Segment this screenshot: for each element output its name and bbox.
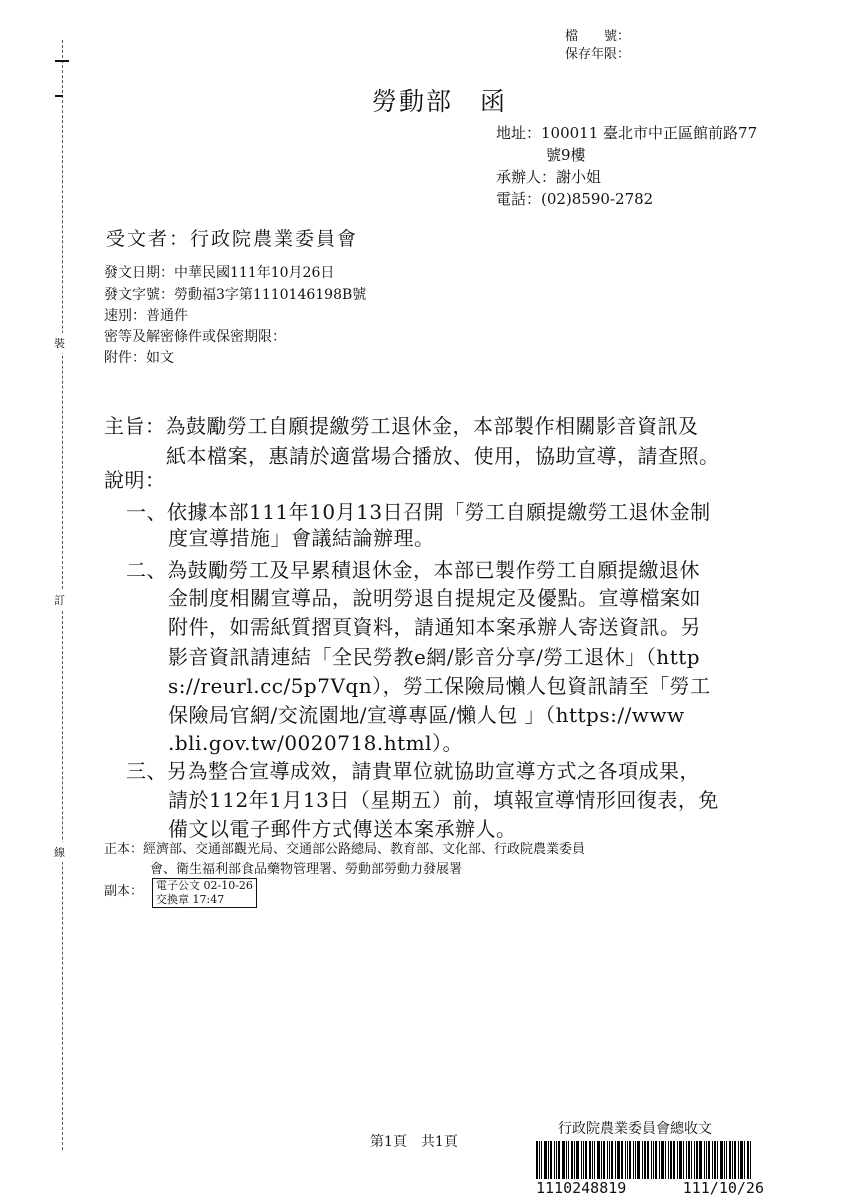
barcode-bar (744, 1141, 745, 1179)
barcode-bar (655, 1141, 657, 1179)
barcode-bar (670, 1141, 672, 1179)
file-number-label: 檔 號： (565, 29, 631, 44)
address-line-1: 地址：100011 臺北市中正區館前路77 (496, 124, 758, 142)
barcode-bar (659, 1141, 660, 1179)
barcode-bar (615, 1141, 616, 1179)
subject-line: 主旨：為鼓勵勞工自願提繳勞工退休金，本部製作相關影音資訊及 (104, 414, 699, 438)
stamp-text: 交換章 (156, 893, 189, 906)
barcode-bar (635, 1141, 636, 1179)
issue-date: 發文日期：中華民國111年10月26日 (104, 265, 335, 281)
stamp-text: 電子公文 (156, 879, 200, 892)
barcode-bar (699, 1141, 702, 1179)
barcode-bar (568, 1141, 569, 1179)
barcode-bar (651, 1141, 652, 1179)
barcode-bar (644, 1141, 646, 1179)
barcode-bar (734, 1141, 736, 1179)
barcode-bar (536, 1141, 538, 1179)
barcode-bar (732, 1141, 733, 1179)
barcode-bar (665, 1141, 666, 1179)
barcode-bar (585, 1141, 587, 1179)
barcode-bar (544, 1141, 547, 1179)
barcode-bar (683, 1141, 684, 1179)
barcode-bar (668, 1141, 669, 1179)
binding-mark-zhuang: 裝 (54, 333, 65, 353)
barcode-bar (704, 1141, 705, 1179)
barcode-bar (550, 1141, 552, 1179)
barcode-bar (609, 1141, 610, 1179)
item-line: 保險局官網/交流園地/宣導專區/懶人包 」（https://www (168, 703, 685, 727)
barcode-bar (714, 1141, 716, 1179)
barcode-bar (576, 1141, 579, 1179)
barcode-bar (607, 1141, 608, 1179)
binding-mark-xian: 線 (54, 842, 65, 862)
barcode-bar (726, 1141, 727, 1179)
barcode-bar (594, 1141, 595, 1179)
binding-tick (55, 60, 69, 62)
item-line: .bli.gov.tw/0020718.html）。 (168, 731, 464, 755)
urgency: 速別：普通件 (104, 308, 188, 324)
barcode-bar (589, 1141, 591, 1179)
barcode-bar (627, 1141, 628, 1179)
item-line: 請於112年1月13日（星期五）前，填報宣導情形回復表，免 (168, 788, 719, 812)
barcode-bar (617, 1141, 620, 1179)
barcode-bar (729, 1141, 731, 1179)
barcode-bar (708, 1141, 710, 1179)
attachment: 附件：如文 (104, 350, 174, 366)
barcode-number: 1110248819 (536, 1179, 627, 1197)
exchange-stamp (152, 878, 257, 908)
explanation-label: 說明： (104, 468, 166, 492)
stamp-overprint: 02-10-26 (203, 879, 253, 892)
original-recipients: 正本：經濟部、交通部觀光局、交通部公路總局、教育部、文化部、行政院農業委員 (104, 842, 586, 857)
barcode-bar (679, 1141, 682, 1179)
item-line: 一、依據本部111年10月13日召開「勞工自願提繳勞工退休金制 (126, 500, 711, 524)
barcode-bar (712, 1141, 713, 1179)
recipient: 受文者：行政院農業委員會 (106, 228, 359, 250)
barcode-bar (581, 1141, 582, 1179)
binding-tick (55, 95, 63, 97)
item-line: 影音資訊請連結「全民勞教e網/影音分享/勞工退休」（http (168, 645, 701, 669)
barcode-bar (601, 1141, 602, 1179)
barcode-bar (611, 1141, 613, 1179)
barcode-bar (688, 1141, 690, 1179)
item-line: 三、另為整合宣導成效，請貴單位就協助宣導方式之各項成果， (126, 759, 700, 783)
barcode-bar (740, 1141, 743, 1179)
barcode-bar (738, 1141, 739, 1179)
address-line-2: 號9樓 (546, 146, 586, 164)
barcode-bar (558, 1141, 560, 1179)
page-number: 第1頁 共1頁 (370, 1134, 458, 1150)
barcode-bar (673, 1141, 675, 1179)
contact-person: 承辦人：謝小姐 (496, 168, 602, 186)
barcode-bar (717, 1141, 718, 1179)
barcode-bar (597, 1141, 600, 1179)
barcode-bar (637, 1141, 640, 1179)
retention-period-label: 保存年限： (565, 47, 631, 62)
receiving-stamp (536, 1118, 764, 1197)
item-line: 備文以電子郵件方式傳送本案承辦人。 (168, 817, 517, 841)
barcode-bar (653, 1141, 654, 1179)
barcode-bar (677, 1141, 678, 1179)
barcode-bar (691, 1141, 692, 1179)
barcode-bar (592, 1141, 593, 1179)
barcode-bar (621, 1141, 623, 1179)
barcode-bar (750, 1141, 751, 1179)
barcode-bar (694, 1141, 695, 1179)
barcode-bar (603, 1141, 605, 1179)
item-line: 附件，如需紙質摺頁資料，請通知本案承辦人寄送資訊。另 (168, 615, 701, 639)
document-number: 發文字號：勞動福3字第1110146198B號 (104, 287, 367, 303)
item-line: 金制度相關宣導品，說明勞退自提規定及優點。宣導檔案如 (168, 586, 701, 610)
document-title: 勞動部 函 (372, 87, 508, 116)
contact-phone: 電話：(02)8590-2782 (496, 190, 654, 208)
barcode-bar (583, 1141, 584, 1179)
barcode-bar (724, 1141, 725, 1179)
copy-label: 副本： (104, 884, 144, 899)
barcode-bar (642, 1141, 643, 1179)
barcode-bar (696, 1141, 698, 1179)
barcode-bar (554, 1141, 555, 1179)
subject-line: 紙本檔案，惠請於適當場合播放、使用，協助宣導，請查照。 (166, 444, 720, 468)
barcode-bar (625, 1141, 626, 1179)
item-line: s://reurl.cc/5p7Vqn），勞工保險局懶人包資訊請至「勞工 (168, 674, 711, 698)
barcode-bar (562, 1141, 565, 1179)
item-line: 度宣導措施」會議結論辦理。 (168, 526, 435, 550)
receiving-office: 行政院農業委員會總收文 (558, 1121, 712, 1137)
barcode-bar (647, 1141, 649, 1179)
item-line: 二、為鼓勵勞工及早累積退休金，本部已製作勞工自願提繳退休 (126, 558, 700, 582)
stamp-overprint: 17:47 (192, 893, 225, 906)
barcode-bar (661, 1141, 664, 1179)
barcode-bar (747, 1141, 749, 1179)
barcode-bar (566, 1141, 567, 1179)
barcode-bar (539, 1141, 540, 1179)
barcode-bar (720, 1141, 723, 1179)
barcode-bar (629, 1141, 631, 1179)
barcode-bar (574, 1141, 575, 1179)
barcode (536, 1141, 764, 1179)
barcode-date: 111/10/26 (682, 1179, 764, 1197)
barcode-bar (706, 1141, 707, 1179)
barcode-bar (556, 1141, 557, 1179)
original-recipients: 會、衛生福利部食品藥物管理署、勞動部勞動力發展署 (150, 862, 463, 877)
binding-mark-ding: 訂 (54, 590, 65, 610)
barcode-bar (571, 1141, 573, 1179)
barcode-bar (548, 1141, 549, 1179)
barcode-bar (686, 1141, 687, 1179)
barcode-bar (541, 1141, 542, 1179)
barcode-bar (633, 1141, 634, 1179)
confidentiality: 密等及解密條件或保密期限： (104, 329, 286, 345)
